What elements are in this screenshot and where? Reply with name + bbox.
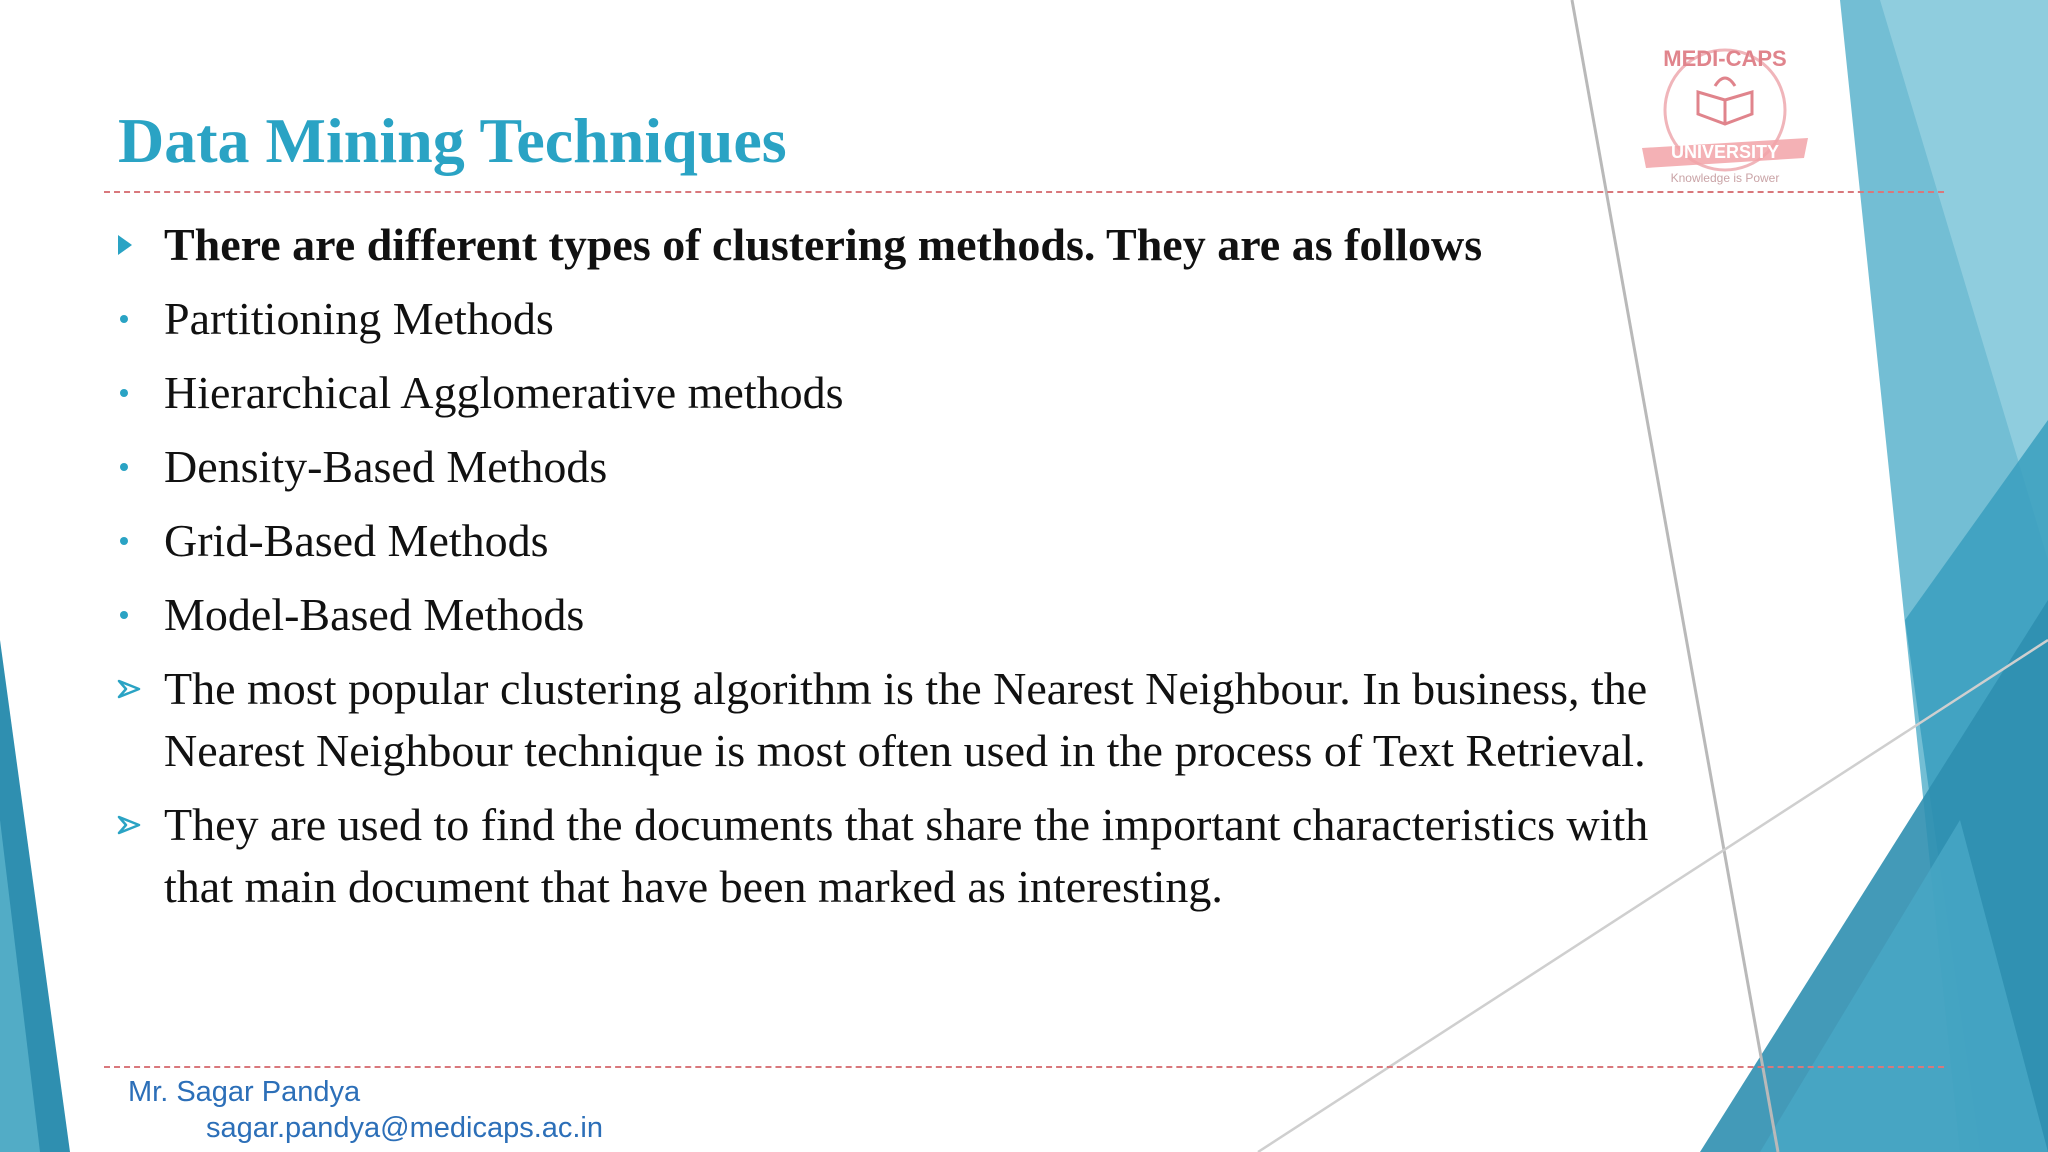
list-item: [116, 584, 1676, 646]
footer-divider: [104, 1066, 1944, 1068]
logo-ribbon-text: UNIVERSITY: [1670, 142, 1780, 162]
list-item-text: Partitioning Methods: [164, 293, 554, 344]
point-item: [116, 658, 1676, 782]
list-item: [116, 436, 1676, 498]
lead-bullet-text: There are different types of clustering methods. They are as follows: [164, 219, 1483, 270]
point-item-text: They are used to find the documents that share the important characteristics with that main document that have been marked as interesting.: [164, 799, 1649, 912]
dot-icon: [116, 584, 156, 646]
triangle-right-icon: [116, 214, 156, 276]
logo-tagline: Knowledge is Power: [1670, 171, 1780, 185]
list-item: [116, 510, 1676, 572]
dot-icon: [116, 362, 156, 424]
university-logo: [1620, 30, 1830, 190]
slide-content: [116, 214, 1676, 930]
list-item: [116, 362, 1676, 424]
arrowhead-icon: [116, 658, 156, 720]
dot-icon: [116, 510, 156, 572]
presenter-email[interactable]: sagar.pandya@medicaps.ac.in: [206, 1112, 604, 1144]
logo-arc-text: MEDI-CAPS: [1663, 46, 1787, 71]
list-item-text: Model-Based Methods: [164, 589, 585, 640]
arrowhead-icon: [116, 794, 156, 856]
dot-icon: [116, 288, 156, 350]
slide-title: Data Mining Techniques: [118, 105, 787, 176]
dot-icon: [116, 436, 156, 498]
point-item-text: The most popular clustering algorithm is the Nearest Neighbour. In business, the Nearest Neighbour technique is most often used in the process of Text Retrieval.: [164, 663, 1648, 776]
title-divider: [104, 191, 1944, 193]
list-item-text: Hierarchical Agglomerative methods: [164, 367, 844, 418]
list-item: [116, 288, 1676, 350]
point-item: [116, 794, 1676, 918]
lead-bullet: [116, 214, 1676, 276]
list-item-text: Density-Based Methods: [164, 441, 608, 492]
presenter-name: Mr. Sagar Pandya: [128, 1076, 361, 1108]
list-item-text: Grid-Based Methods: [164, 515, 549, 566]
